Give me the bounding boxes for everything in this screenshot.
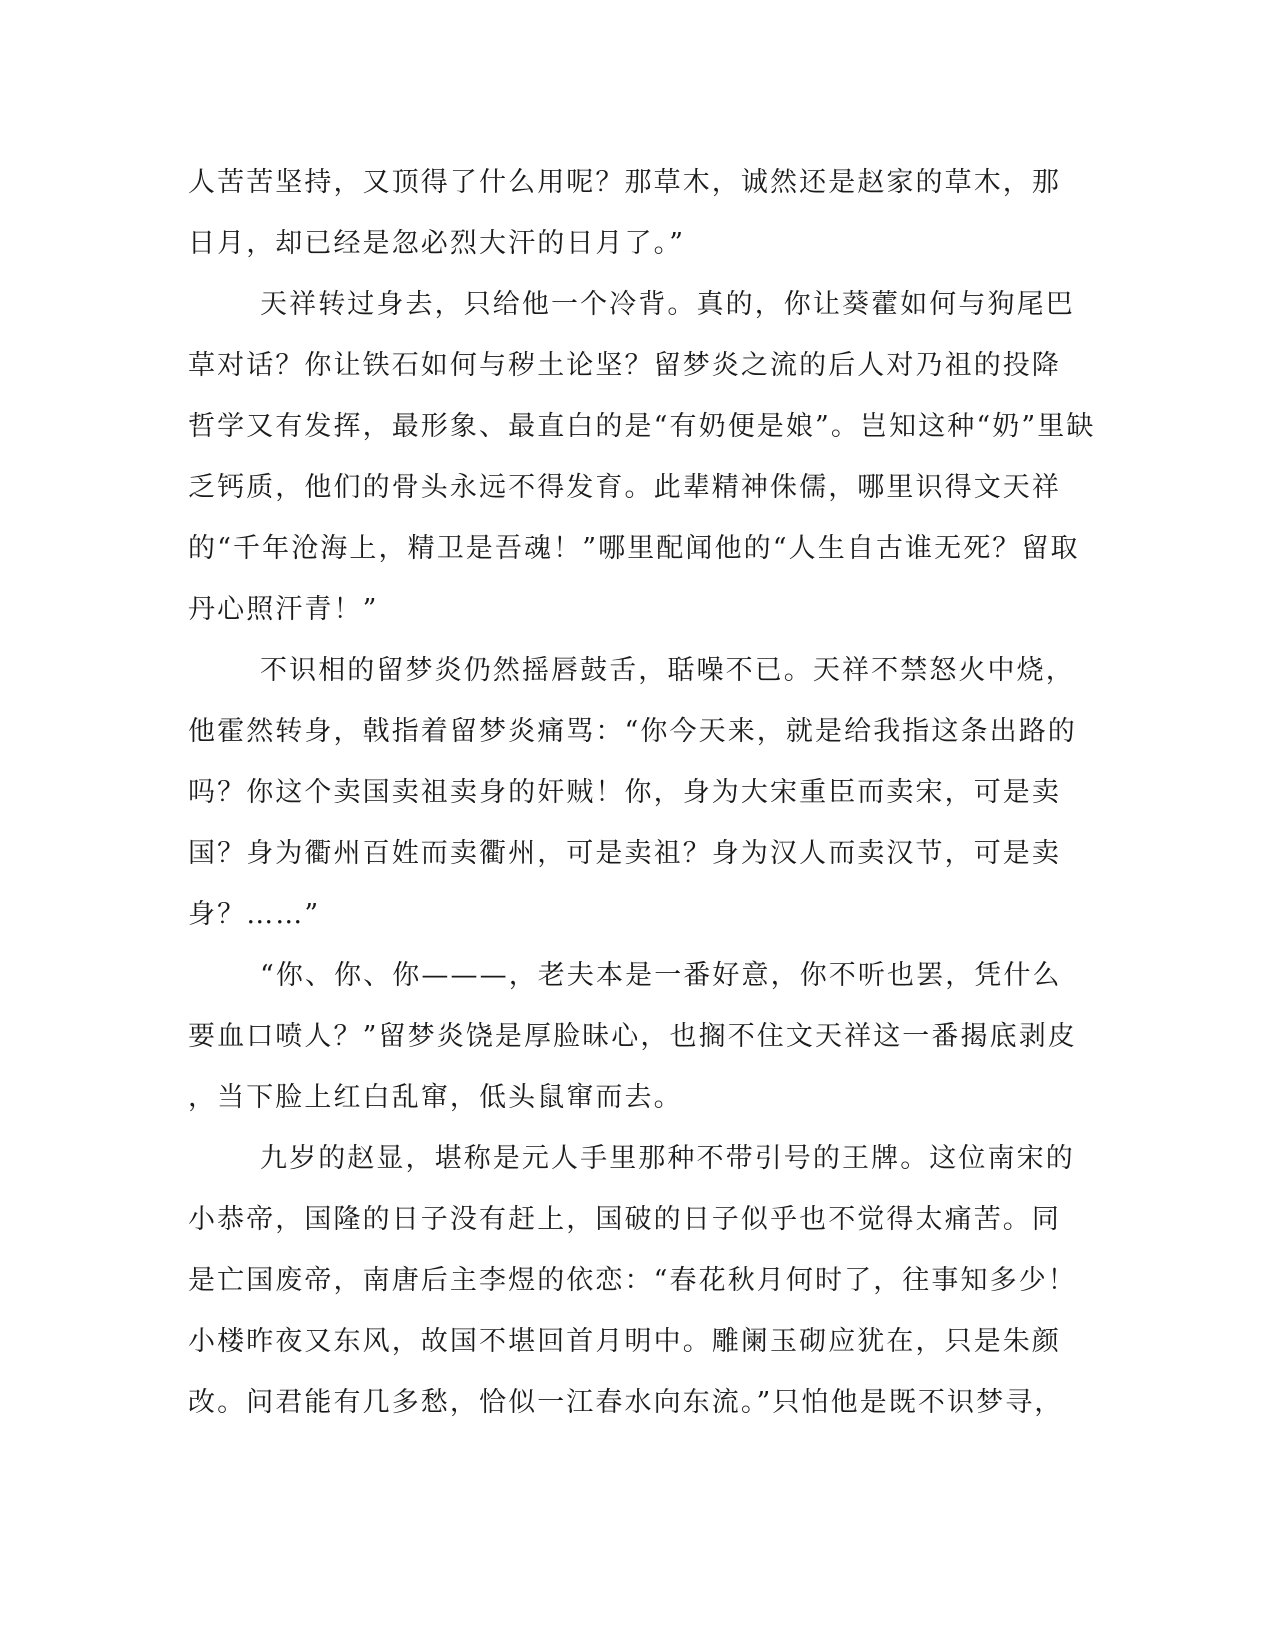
text-line: 丹心照汗青！” xyxy=(188,594,379,625)
paragraph-start-line: 九岁的赵显，堪称是元人手里那种不带引号的王牌。这位南宋的 xyxy=(260,1143,1075,1174)
text-line: 是亡国废帝，南唐后主李煜的依恋：“春花秋月何时了，往事知多少！ xyxy=(188,1265,1077,1296)
text-line: 他霍然转身，戟指着留梦炎痛骂：“你今天来，就是给我指这条出路的 xyxy=(188,716,1077,747)
text-line: ，当下脸上红白乱窜，低头鼠窜而去。 xyxy=(188,1082,683,1113)
paragraph-start-line: 天祥转过身去，只给他一个冷背。真的，你让葵藿如何与狗尾巴 xyxy=(260,289,1075,320)
text-line: 乏钙质，他们的骨头永远不得发育。此辈精神侏儒，哪里识得文天祥 xyxy=(188,472,1061,503)
text-line: 哲学又有发挥，最形象、最直白的是“有奶便是娘”。岂知这种“奶”里缺 xyxy=(188,411,1096,442)
text-line: 小恭帝，国隆的日子没有赶上，国破的日子似乎也不觉得太痛苦。同 xyxy=(188,1204,1061,1235)
body-text xyxy=(188,152,1096,1433)
text-line: 人苦苦坚持，又顶得了什么用呢？那草木，诚然还是赵家的草木，那 xyxy=(188,167,1061,198)
text-line: 国？身为衢州百姓而卖衢州，可是卖祖？身为汉人而卖汉节，可是卖 xyxy=(188,838,1061,869)
text-line: 草对话？你让铁石如何与秽土论坚？留梦炎之流的后人对乃祖的投降 xyxy=(188,350,1061,381)
text-line: 的“千年沧海上，精卫是吾魂！”哪里配闻他的“人生自古谁无死？留取 xyxy=(188,533,1080,564)
text-line: 改。问君能有几多愁，恰似一江春水向东流。”只怕他是既不识梦寻， xyxy=(188,1387,1064,1418)
text-line: 身？……” xyxy=(188,899,321,930)
text-line: 要血口喷人？”留梦炎饶是厚脸昧心，也搁不住文天祥这一番揭底剥皮 xyxy=(188,1021,1077,1052)
paragraph-start-line: “你、你、你———，老夫本是一番好意，你不听也罢，凭什么 xyxy=(260,960,1062,991)
text-line: 日月，却已经是忽必烈大汗的日月了。” xyxy=(188,228,686,259)
text-line: 吗？你这个卖国卖祖卖身的奸贼！你，身为大宋重臣而卖宋，可是卖 xyxy=(188,777,1061,808)
paragraph-start-line: 不识相的留梦炎仍然摇唇鼓舌，聒噪不已。天祥不禁怒火中烧， xyxy=(260,655,1075,686)
text-line: 小楼昨夜又东风，故国不堪回首月明中。雕阑玉砌应犹在，只是朱颜 xyxy=(188,1326,1061,1357)
